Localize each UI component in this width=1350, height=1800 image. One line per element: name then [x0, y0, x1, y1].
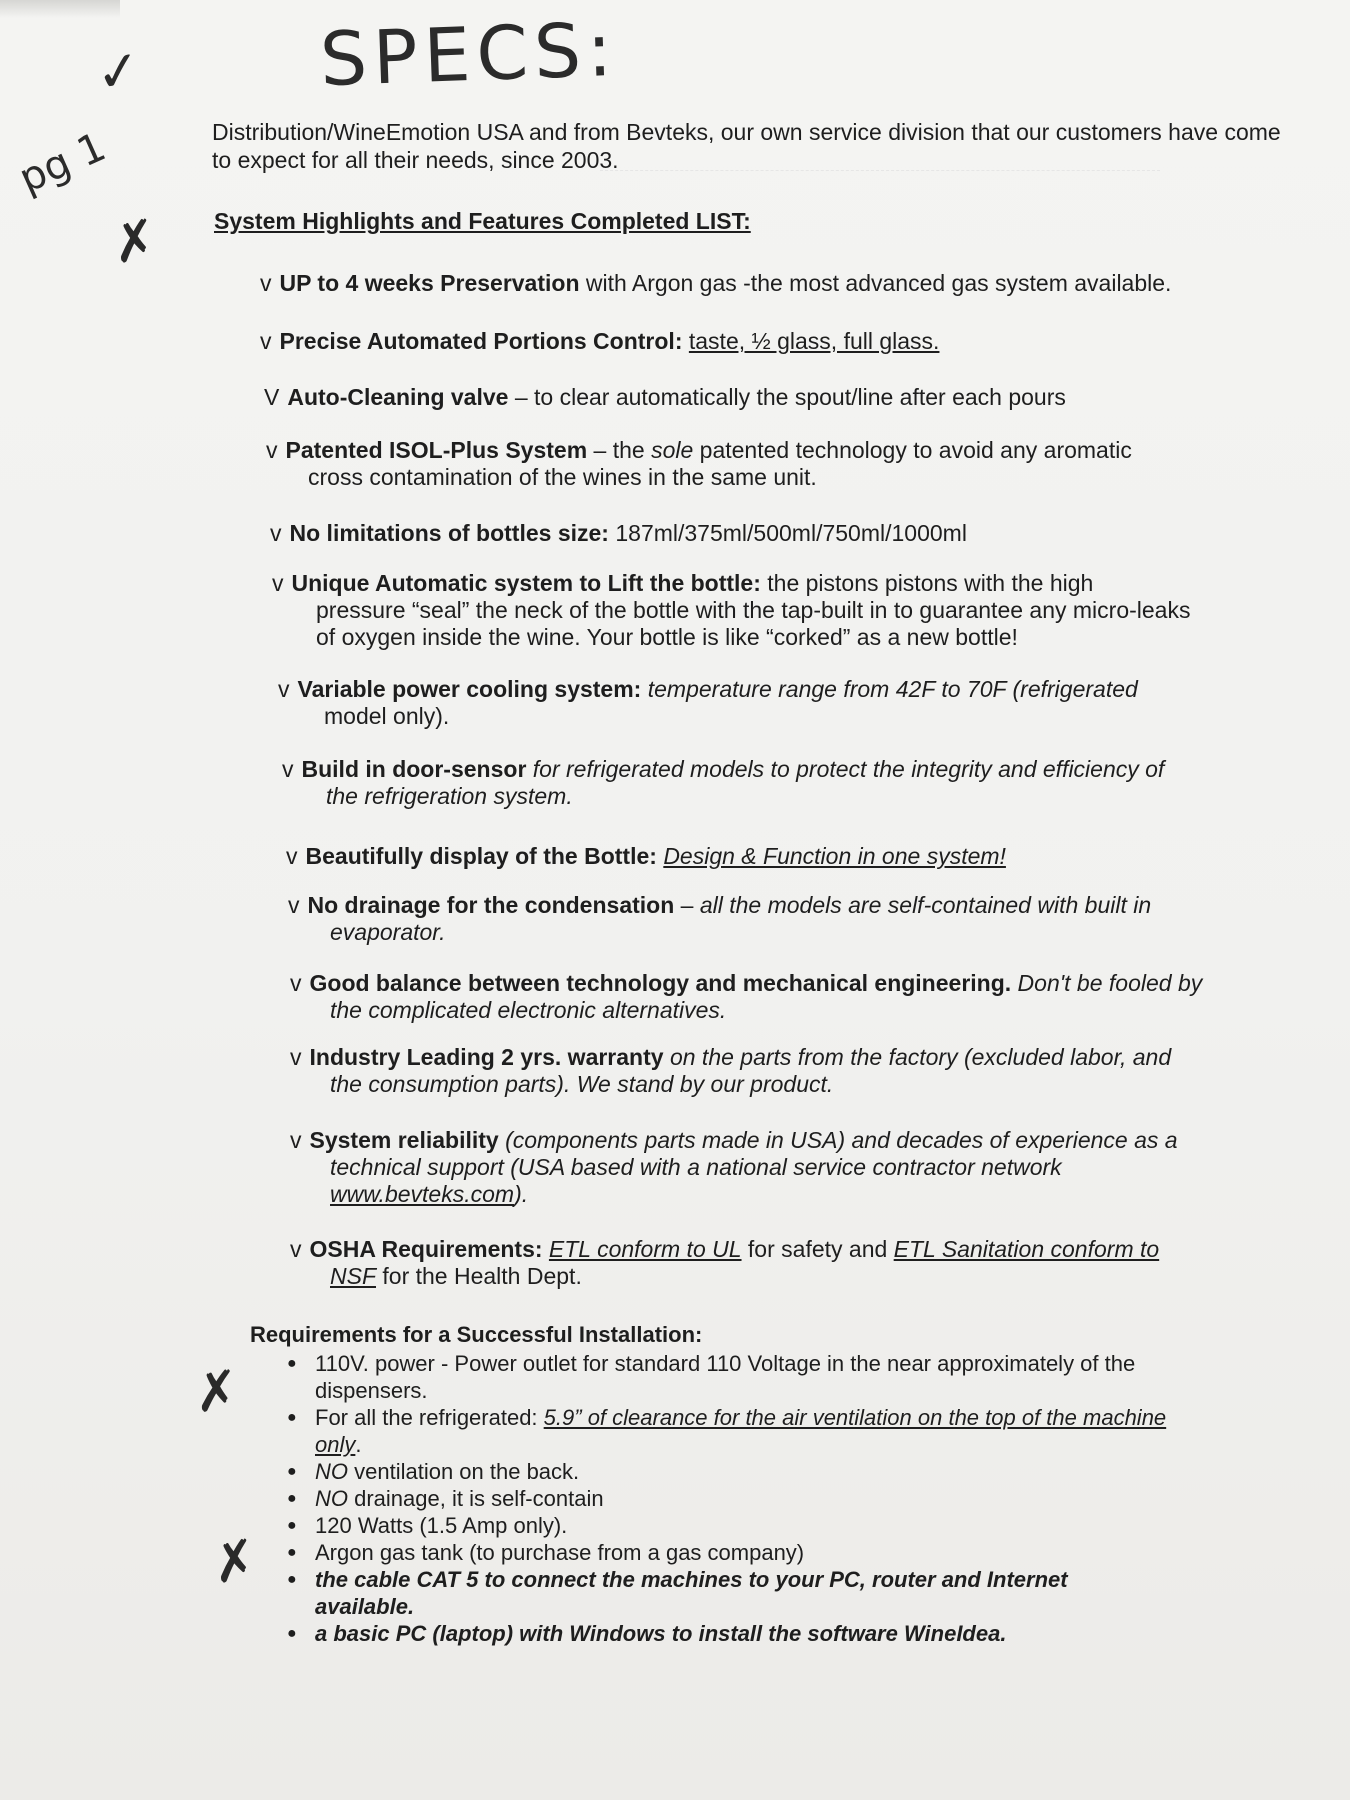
bullet-v: v: [290, 1236, 302, 1262]
feature-item-warranty: v Industry Leading 2 yrs. warranty on the parts from the factory (excluded labor, and the consumption parts). We stand by our product.: [290, 1044, 1172, 1097]
feature-item-cooling: v Variable power cooling system: temperature range from 42F to 70F (refrigerated model only).: [278, 676, 1138, 729]
list-item: ● 110V. power - Power outlet for standard 110 Voltage in the near approximately of the dispensers.: [285, 1350, 1265, 1404]
handwritten-check-mark: ✓: [91, 37, 146, 106]
handwritten-star-icon: ✗: [106, 206, 163, 277]
bullet-v: v: [282, 756, 294, 782]
bullet-v: v: [290, 970, 302, 996]
list-item: ● Argon gas tank (to purchase from a gas company): [285, 1539, 1265, 1566]
feature-item-isol-plus: v Patented ISOL-Plus System – the sole patented technology to avoid any aromatic cross contamination of the wines in the same unit.: [266, 437, 1132, 490]
list-item: ● NO drainage, it is self-contain: [285, 1485, 1265, 1512]
handwritten-star-icon: ✗: [206, 1526, 263, 1597]
list-item: ● NO ventilation on the back.: [285, 1458, 1265, 1485]
bullet-v: v: [278, 676, 290, 702]
list-item: ● For all the refrigerated: 5.9” of clearance for the air ventilation on the top of the machine only.: [285, 1404, 1265, 1458]
handwritten-page-mark: pg 1: [12, 123, 113, 203]
bullet-v: v: [266, 437, 278, 463]
feature-item-lift-bottle: v Unique Automatic system to Lift the bottle: the pistons pistons with the high pressure “seal” the neck of the bottle with the tap-built in to guarantee any micro-leaks of oxygen inside the wine. Your bottle is like “corked” as a new bottle!: [272, 570, 1191, 650]
feature-item-preservation: v UP to 4 weeks Preservation with Argon gas -the most advanced gas system available.: [260, 270, 1172, 296]
bullet-v: v: [290, 1127, 302, 1153]
feature-item-portions: v Precise Automated Portions Control: taste, ½ glass, full glass.: [260, 328, 940, 354]
list-item: ● 120 Watts (1.5 Amp only).: [285, 1512, 1265, 1539]
handwritten-star-icon: ✗: [190, 1357, 243, 1426]
bullet-v: v: [260, 270, 272, 296]
bevteks-link[interactable]: www.bevteks.com: [330, 1181, 515, 1207]
requirements-list: [285, 1350, 1265, 1647]
bullet-v: v: [272, 570, 284, 596]
bullet-v: v: [288, 892, 300, 918]
feature-item-balance: v Good balance between technology and mechanical engineering. Don't be fooled by the complicated electronic alternatives.: [290, 970, 1203, 1023]
feature-item-auto-cleaning: V Auto-Cleaning valve – to clear automatically the spout/line after each pours: [264, 384, 1066, 410]
list-item: ● the cable CAT 5 to connect the machines to your PC, router and Internet available.: [285, 1566, 1265, 1620]
feature-item-reliability: v System reliability (components parts made in USA) and decades of experience as a technical support (USA based with a national service contractor network www.bevteks.com).: [290, 1127, 1178, 1207]
bullet-v: V: [264, 384, 280, 410]
feature-item-no-drainage: v No drainage for the condensation – all the models are self-contained with built in evaporator.: [288, 892, 1152, 945]
intro-paragraph: Distribution/WineEmotion USA and from Bevteks, our own service division that our customers have come to expect for all their needs, since 2003.: [212, 119, 1281, 173]
handwritten-specs-title: SPECS:: [318, 6, 620, 104]
feature-item-display: v Beautifully display of the Bottle: Design & Function in one system!: [286, 843, 1006, 869]
bullet-v: v: [270, 520, 282, 546]
requirements-heading: Requirements for a Successful Installation:: [250, 1322, 703, 1347]
page-fold-shadow: [0, 0, 120, 18]
feature-item-bottle-sizes: v No limitations of bottles size: 187ml/375ml/500ml/750ml/1000ml: [270, 520, 967, 546]
features-heading: System Highlights and Features Completed LIST:: [214, 208, 751, 234]
bullet-v: v: [290, 1044, 302, 1070]
list-item: ● a basic PC (laptop) with Windows to install the software WineIdea.: [285, 1620, 1265, 1647]
bullet-v: v: [260, 328, 272, 354]
feature-item-door-sensor: v Build in door-sensor for refrigerated models to protect the integrity and efficiency of the refrigeration system.: [282, 756, 1165, 809]
bullet-v: v: [286, 843, 298, 869]
feature-item-osha: v OSHA Requirements: ETL conform to UL for safety and ETL Sanitation conform to NSF for the Health Dept.: [290, 1236, 1160, 1289]
